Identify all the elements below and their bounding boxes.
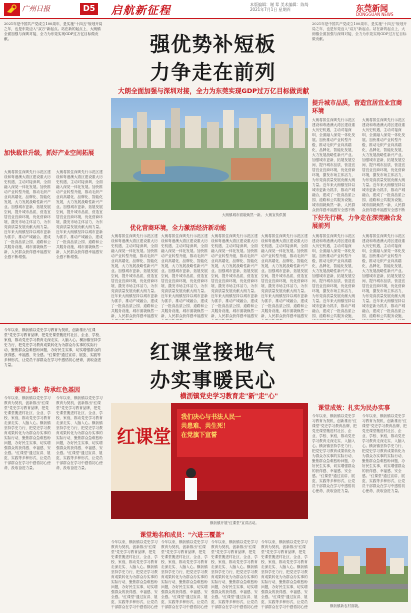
article1-body-col-right1: 大朗将抓住深圳先行示范区建设和粤港澳大湾区建设重大历史机遇，主动对接深圳，全面融入深莞一体化发展。加快推动产业转型升级，推动毛织产业向高端化、品牌化、智能化发展，大力发展战略性新兴产业。加强城市更新，拓展发展空间，提升城市品质，营造宜居宜业宜商环境，优化营商环境，激发市场主体活力，为东莞高质量发展贡献大朗力量。近年来大朗镇坚持以城市更新为抓手，推动产城融合，建成了一批高品质公园、道路和公共服务设施，城市面貌焕然一新，人民群众获得感幸福感安全感不断 xyxy=(312,118,356,212)
article2-photo-caption: 横沥镇开展"红课堂"宣讲活动。 xyxy=(210,521,259,525)
article1-body-mid1: 大朗将抓住深圳先行示范区建设和粤港澳大湾区建设重大历史机遇，主动对接深圳，全面融入深莞一体化发展。加快推动产业转型升级，推动毛织产业向高端化、品牌化、智能化发展，大力发展战略性新兴产业。加强城市更新，拓展发展空间，提升城市品质，营造宜居宜业宜商环境，优化营商环境，激发市场主体活力，为东莞高质量发展贡献大朗力量。近年来大朗镇坚持以城市更新为抓手，推动产城融合，建成了一批高品质公园、道路和公共服务设施，城市面貌焕然一新，人民群众获得感幸福感安 xyxy=(111,234,158,318)
caption-credit: 大朗宣传供图 xyxy=(265,213,287,217)
article2-subhead-3: 课堂成效：扎实为民办实事 xyxy=(318,405,391,412)
banner-line: 在党旗下宣誓 xyxy=(181,432,218,439)
article2-side-photo xyxy=(314,536,408,602)
article1-body-mid4: 大朗将抓住深圳先行示范区建设和粤港澳大湾区建设重大历史机遇，主动对接深圳，全面融入深莞一体化发展。加快推动产业转型升级，推动毛织产业向高端化、品牌化、智能化发展，大力发展战略性新兴产业。加强城市更新，拓展发展空间，提升城市品质，营造宜居宜业宜商环境，优化营商环境，激发市场主体活力，为东莞高质量发展贡献大朗力量。近年来大朗镇坚持以城市更新为抓手，推动产城融合，建成了一批高品质公园、道路和公共服务设施，城市面貌焕然一新，人民群众获得感幸福感安 xyxy=(261,234,308,318)
article1-body-mid2: 大朗将抓住深圳先行示范区建设和粤港澳大湾区建设重大历史机遇，主动对接深圳，全面融入深莞一体化发展。加快推动产业转型升级，推动毛织产业向高端化、品牌化、智能化发展，大力发展战略性新兴产业。加强城市更新，拓展发展空间，提升城市品质，营造宜居宜业宜商环境，优化营商环境，激发市场主体活力，为东莞高质量发展贡献大朗力量。近年来大朗镇坚持以城市更新为抓手，推动产城融合，建成了一批高品质公园、道路和公共服务设施，城市面貌焕然一新，人民群众获得感幸福感安 xyxy=(161,234,208,318)
meta-line: 2021年7月1日 星期四 xyxy=(250,7,291,12)
article2-body-col1: 今年以来，横沥镇以党史学习教育为契机，创新推出"红课堂"党史学习教育品牌，把党史课堂搬进村社区、企业、学校、家庭，推动党史学习教育走深走实、入脑入心。横沥镇坚持学史力行，把党史学习教育成果转化为为群众办实事的实际行动，聚焦群众急难愁盼问题，办好民生实事，切实增强群众的获得感、幸福感、安全感。"红课堂"通过宣讲、展览、实践等多种形式，让党员干部群众在学习中感悟初心使命，汲取奋进力量。 xyxy=(4,396,51,470)
article1-subhead-4: 下好先行棋，力争走在深莞融合发展前列 xyxy=(312,215,403,230)
article2-title-line2: 办实事暖民心 xyxy=(150,368,276,392)
article1-title-line2: 力争走在前列 xyxy=(150,60,276,84)
article1-lead-text: 2021年是中国共产党成立100周年，是实施"十四五"规划开局之年，也是东莞迈入"双万"新起点。站在新的起点上，大朗镇全面加强与深圳对接，全力为东莞实现GDP过万亿目标做贡献。 xyxy=(4,22,103,41)
article2-body-right2: 今年以来，横沥镇以党史学习教育为契机，创新推出"红课堂"党史学习教育品牌，把党史课堂搬进村社区、企业、学校、家庭，推动党史学习教育走深走实、入脑入心。横沥镇坚持学史力行，把党史学习教育成果转化为为群众办实事的实际行动，聚焦群众急难愁盼问题，办好民生实事，切实增强群众的获得感、幸福感、安全感。"红课堂"通过宣讲、展览、实践等多种形式，让党员干部群众在学习中感悟初心使命，汲取奋进力量。 xyxy=(362,414,407,493)
caption-text: 大朗镇城市面貌焕然一新。 xyxy=(222,213,264,217)
page-header xyxy=(0,0,411,19)
section-name: 东莞新闻 xyxy=(356,4,388,13)
article1-body-col-right2: 大朗将抓住深圳先行示范区建设和粤港澳大湾区建设重大历史机遇，主动对接深圳，全面融入深莞一体化发展。加快推动产业转型升级，推动毛织产业向高端化、品牌化、智能化发展，大力发展战略性新兴产业。加强城市更新，拓展发展空间，提升城市品质，营造宜居宜业宜商环境，优化营商环境，激发市场主体活力，为东莞高质量发展贡献大朗力量。近年来大朗镇坚持以城市更新为抓手，推动产城融合，建成了一批高品质公园、道路和公共服务设施，城市面貌焕然一新，人民群众获得感幸福感安全感不断 xyxy=(362,118,406,212)
article1-body-col-right3: 大朗将抓住深圳先行示范区建设和粤港澳大湾区建设重大历史机遇，主动对接深圳，全面融入深莞一体化发展。加快推动产业转型升级，推动毛织产业向高端化、品牌化、智能化发展，大力发展战略性新兴产业。加强城市更新，拓展发展空间，提升城市品质，营造宜居宜业宜商环境，优化营商环境，激发市场主体活力，为东莞高质量发展贡献大朗力量。近年来大朗镇坚持以城市更新为抓手，推动产城融合，建成了一批高品质公园、道路和公共服务设施， xyxy=(312,234,356,318)
banner-line: 我们决心与书法人民一 xyxy=(181,414,242,421)
village-image xyxy=(314,536,408,602)
column-title: 启航新征程 xyxy=(111,4,171,17)
article1-photo-caption xyxy=(222,213,286,218)
article1-body-col-top-right: 2021年是中国共产党成立100周年，是实施"十四五"规划开局之年，也是东莞迈入"双万"新起点。站在新的起点上，大朗镇全面加强与深圳对接，全力为东莞实现GDP过万亿目标做贡献。 xyxy=(312,22,407,41)
article1-title-line1: 强优势补短板 xyxy=(150,32,276,56)
article2-body-mid4: 今年以来，横沥镇以党史学习教育为契机，创新推出"红课堂"党史学习教育品牌，把党史课堂搬进村社区、企业、学校、家庭，推动党史学习教育走深走实、入脑入心。横沥镇坚持学史力行，把党史学习教育成果转化为为群众办实事的实际行动，聚焦群众急难愁盼问题，办好民生实事，切实增强群众的获得感、幸福感、安全感。"红课堂"通过宣讲、展览、实践等多种形式，让党员干部群众在学习中感悟初心使 xyxy=(261,540,308,609)
city-aerial-image xyxy=(111,98,308,210)
article2-photo xyxy=(111,403,308,519)
article2-body-mid2: 今年以来，横沥镇以党史学习教育为契机，创新推出"红课堂"党史学习教育品牌，把党史课堂搬进村社区、企业、学校、家庭，推动党史学习教育走深走实、入脑入心。横沥镇坚持学史力行，把党史学习教育成果转化为为群众办实事的实际行动，聚焦群众急难愁盼问题，办好民生实事，切实增强群众的获得感、幸福感、安全感。"红课堂"通过宣讲、展览、实践等多种形式，让党员干部群众在学习中感悟初心使 xyxy=(161,540,208,609)
red-class-logo-text: 红课堂 xyxy=(117,427,171,448)
article1-body-col2: 大朗将抓住深圳先行示范区建设和粤港澳大湾区建设重大历史机遇，主动对接深圳，全面融入深莞一体化发展。加快推动产业转型升级，推动毛织产业向高端化、品牌化、智能化发展，大力发展战略性新兴产业。加强城市更新，拓展发展空间，提升城市品质，营造宜居宜业宜商环境，优化营商环境，激发市场主体活力，为东莞高质量发展贡献大朗力量。近年来大朗镇坚持以城市更新为抓手，推动产城融合，建成了一批高品质公园、道路和公共服务设施，城市面貌焕然一新，人民群众获得感幸福感安全感不断增强。 xyxy=(56,170,103,259)
article1-body-col-right4: 大朗将抓住深圳先行示范区建设和粤港澳大湾区建设重大历史机遇，主动对接深圳，全面融入深莞一体化发展。加快推动产业转型升级，推动毛织产业向高端化、品牌化、智能化发展，大力发展战略性新兴产业。加强城市更新，拓展发展空间，提升城市品质，营造宜居宜业宜商环境，优化营商环境，激发市场主体活力，为东莞高质量发展贡献大朗力量。近年来大朗镇坚持以城市更新为抓手，推动产城融合，建成了一批高品质公园、道路和公共服务设施， xyxy=(362,234,406,318)
article2-body-col2: 今年以来，横沥镇以党史学习教育为契机，创新推出"红课堂"党史学习教育品牌，把党史课堂搬进村社区、企业、学校、家庭，推动党史学习教育走深走实、入脑入心。横沥镇坚持学史力行，把党史学习教育成果转化为为群众办实事的实际行动，聚焦群众急难愁盼问题，办好民生实事，切实增强群众的获得感、幸福感、安全感。"红课堂"通过宣讲、展览、实践等多种形式，让党员干部群众在学习中感悟初心使命，汲取奋进力量。 xyxy=(56,396,103,470)
article2-deck: 横沥镇党史学习教育走"新"走"心" xyxy=(180,392,279,400)
article1-subhead-3: 优化营商环境，全力激活经济新动能 xyxy=(130,225,227,232)
article2-lead-text: 今年以来，横沥镇以党史学习教育为契机，创新推出"红课堂"党史学习教育品牌，把党史课堂搬进村社区、企业、学校、家庭，推动党史学习教育走深走实、入脑入心。横沥镇坚持学史力行，把党史学习教育成果转化为为群众办实事的实际行动，聚焦群众急难愁盼问题，办好民生实事，切实增强群众的获得感、幸福感、安全感。"红课堂"通过宣讲、展览、实践等多种形式，让党员干部群众在学习中感悟初心使命，汲取奋进力量。 xyxy=(4,328,103,367)
section-divider xyxy=(0,323,411,324)
party-emblem-icon xyxy=(4,3,20,16)
newspaper-name: 广州日报 xyxy=(22,5,50,13)
article1-subhead-1: 加快载世升级，抓好产业空间拓展 xyxy=(4,150,95,157)
article1-subhead-2: 提升城市品质，营造宜居宜业宜商环境 xyxy=(312,100,403,115)
page-number-badge: D5 xyxy=(80,3,98,15)
photo-banner xyxy=(181,413,241,440)
article2-body-right1: 今年以来，横沥镇以党史学习教育为契机，创新推出"红课堂"党史学习教育品牌，把党史课堂搬进村社区、企业、学校、家庭，推动党史学习教育走深走实、入脑入心。横沥镇坚持学史力行，把党史学习教育成果转化为为群众办实事的实际行动，聚焦群众急难愁盼问题，办好民生实事，切实增强群众的获得感、幸福感、安全感。"红课堂"通过宣讲、展览、实践等多种形式，让党员干部群众在学习中感悟初心使命，汲取奋进力量。 xyxy=(312,414,357,493)
meta-line: 本版编辑：谢 辈 美术编辑：陈绮 xyxy=(250,2,309,7)
article2-body-mid1: 今年以来，横沥镇以党史学习教育为契机，创新推出"红课堂"党史学习教育品牌，把党史课堂搬进村社区、企业、学校、家庭，推动党史学习教育走深走实、入脑入心。横沥镇坚持学史力行，把党史学习教育成果转化为为群众办实事的实际行动，聚焦群众急难愁盼问题，办好民生实事，切实增强群众的获得感、幸福感、安全感。"红课堂"通过宣讲、展览、实践等多种形式，让党员干部群众在学习中感悟初心使 xyxy=(111,540,158,609)
article2-side-caption: 横沥镇新农村面貌。 xyxy=(330,604,362,608)
edition-meta xyxy=(250,2,350,12)
banner-line: 共患难、共生死！ xyxy=(181,423,230,430)
section-subtitle: DONGGUAN NEWS xyxy=(356,12,394,17)
article2-subhead-1: 课堂上墙：传承红色基因 xyxy=(14,387,81,394)
article1-body-mid3: 大朗将抓住深圳先行示范区建设和粤港澳大湾区建设重大历史机遇，主动对接深圳，全面融入深莞一体化发展。加快推动产业转型升级，推动毛织产业向高端化、品牌化、智能化发展，大力发展战略性新兴产业。加强城市更新，拓展发展空间，提升城市品质，营造宜居宜业宜商环境，优化营商环境，激发市场主体活力，为东莞高质量发展贡献大朗力量。近年来大朗镇坚持以城市更新为抓手，推动产城融合，建成了一批高品质公园、道路和公共服务设施，城市面貌焕然一新，人民群众获得感幸福感安 xyxy=(211,234,258,318)
article2-body-mid3: 今年以来，横沥镇以党史学习教育为契机，创新推出"红课堂"党史学习教育品牌，把党史课堂搬进村社区、企业、学校、家庭，推动党史学习教育走深走实、入脑入心。横沥镇坚持学史力行，把党史学习教育成果转化为为群众办实事的实际行动，聚焦群众急难愁盼问题，办好民生实事，切实增强群众的获得感、幸福感、安全感。"红课堂"通过宣讲、展览、实践等多种形式，让党员干部群众在学习中感悟初心使 xyxy=(211,540,258,609)
article2-subhead-2: 课堂地名和成员："六进三覆盖" xyxy=(140,532,225,539)
article1-photo xyxy=(111,98,308,210)
article1-body-col1: 大朗将抓住深圳先行示范区建设和粤港澳大湾区建设重大历史机遇，主动对接深圳，全面融入深莞一体化发展。加快推动产业转型升级，推动毛织产业向高端化、品牌化、智能化发展，大力发展战略性新兴产业。加强城市更新，拓展发展空间，提升城市品质，营造宜居宜业宜商环境，优化营商环境，激发市场主体活力，为东莞高质量发展贡献大朗力量。近年来大朗镇坚持以城市更新为抓手，推动产城融合，建成了一批高品质公园、道路和公共服务设施，城市面貌焕然一新，人民群众获得感幸福感安全感不断增强。 xyxy=(4,170,51,259)
article1-deck: 大朗全面加强与深圳对接，全力为东莞实现GDP过万亿目标做贡献 xyxy=(118,87,309,95)
article2-title-line1: 红课堂接地气 xyxy=(150,340,276,364)
